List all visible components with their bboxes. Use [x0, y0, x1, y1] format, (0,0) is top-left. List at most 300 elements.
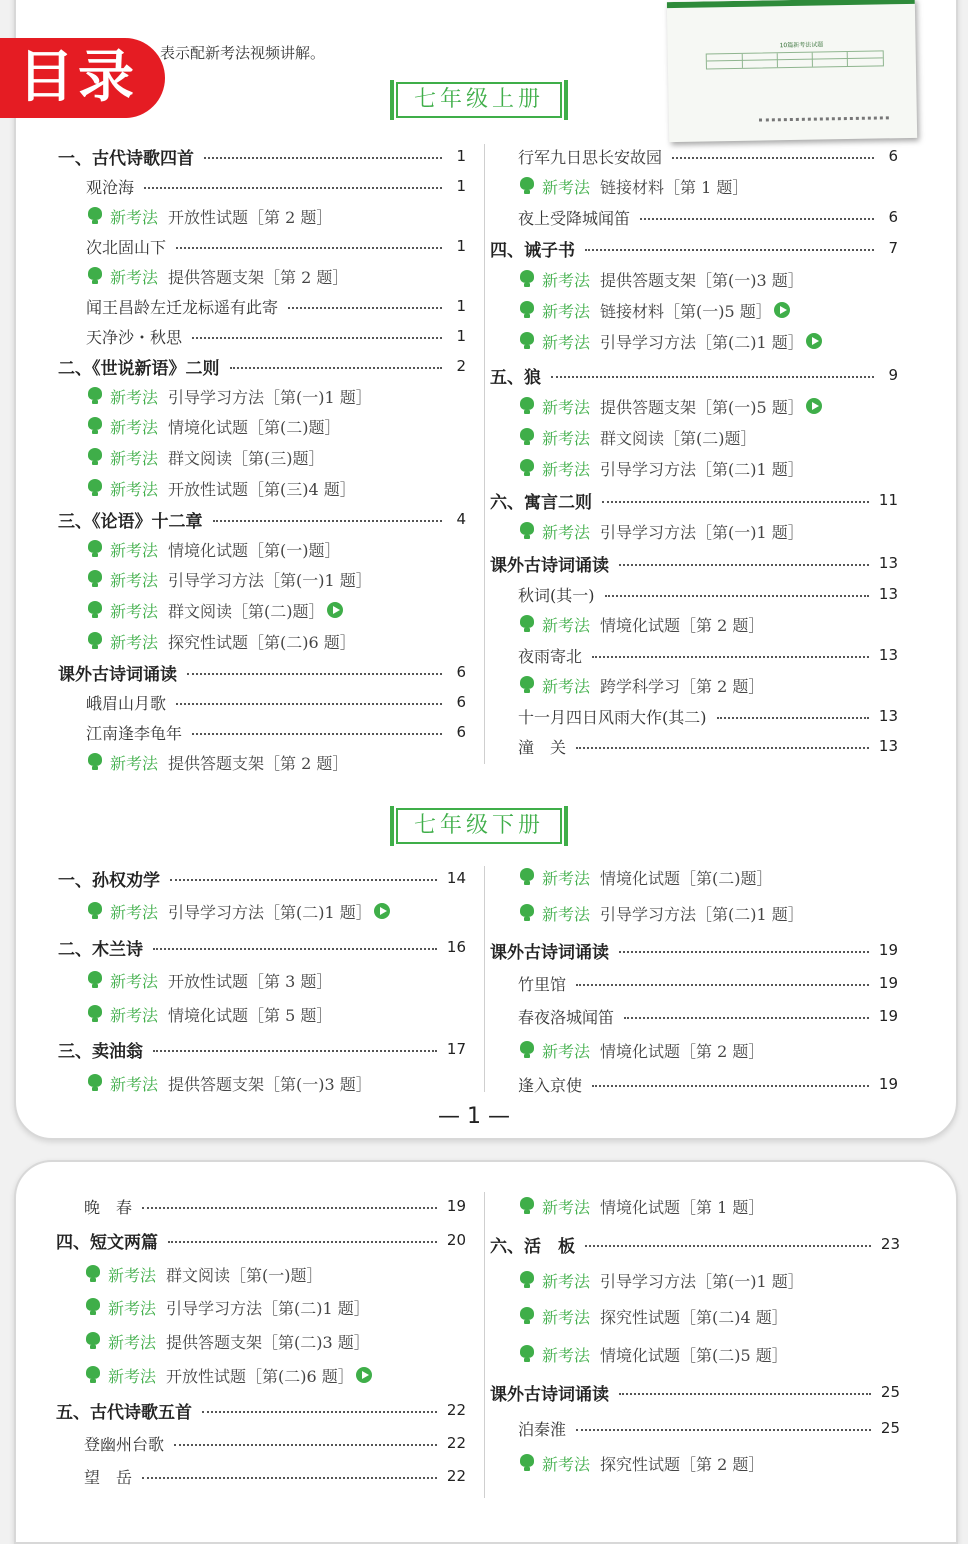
lesson-entry[interactable]: [84, 1463, 466, 1489]
leader-dots: [288, 307, 442, 309]
leader-dots: [624, 1017, 869, 1019]
leader-dots: [576, 1429, 871, 1431]
entry-title: 十一月四日风雨大作(其二): [518, 707, 707, 727]
new-method-keyword: 新考法: [542, 904, 591, 924]
new-method-keyword: 新考法: [110, 902, 159, 922]
new-method-item[interactable]: [88, 203, 332, 229]
item-title: 情境化试题［第 2 题］: [600, 615, 765, 635]
entry-title: 三、《论语》十二章: [58, 511, 203, 532]
lightbulb-icon: [520, 1454, 534, 1472]
entry-title: 潼 关: [518, 737, 567, 757]
lesson-entry[interactable]: [518, 1003, 898, 1029]
entry-title: 观沧海: [86, 177, 135, 197]
new-method-keyword: 新考法: [110, 267, 159, 287]
leader-dots: [176, 703, 442, 705]
new-method-keyword: 新考法: [110, 753, 159, 773]
entry-title: 二、《世说新语》二则: [58, 358, 220, 379]
lightbulb-icon: [520, 1271, 534, 1289]
new-method-item[interactable]: [520, 393, 822, 419]
leader-dots: [144, 187, 442, 189]
page-ref: 6: [456, 723, 466, 741]
video-play-icon[interactable]: [806, 398, 822, 414]
entry-title: 闻王昌龄左迁龙标遥有此寄: [86, 297, 279, 317]
lightbulb-icon: [88, 207, 102, 225]
new-method-keyword: 新考法: [110, 632, 159, 652]
lightbulb-icon: [88, 570, 102, 588]
video-note: 表示配新考法视频讲解。: [160, 44, 326, 62]
entry-title: 秋词(其一): [518, 585, 595, 605]
video-play-icon[interactable]: [356, 1367, 372, 1383]
lightbulb-icon: [520, 397, 534, 415]
new-method-keyword: 新考法: [542, 301, 591, 321]
page-ref: 17: [446, 1040, 466, 1058]
page-number: — 1 —: [438, 1104, 510, 1129]
new-method-keyword: 新考法: [542, 1197, 591, 1217]
chapter-entry[interactable]: [490, 1231, 900, 1257]
lightbulb-icon: [520, 1197, 534, 1215]
entry-title: 春夜洛城闻笛: [518, 1007, 615, 1027]
entry-title: 竹里馆: [518, 974, 567, 994]
new-method-item[interactable]: [520, 1267, 804, 1293]
item-title: 引导学习方法［第(二)1 题］: [168, 902, 372, 922]
lightbulb-icon: [88, 971, 102, 989]
item-title: 情境化试题［第 1 题］: [600, 1197, 765, 1217]
item-title: 链接材料［第 1 题］: [600, 177, 749, 197]
leader-dots: [585, 249, 874, 251]
item-title: 提供答题支架［第 2 题］: [168, 267, 349, 287]
new-method-item[interactable]: [88, 597, 343, 623]
entry-title: 峨眉山月歌: [86, 693, 167, 713]
item-title: 群文阅读［第(二)题］: [600, 428, 757, 448]
page-ref: 25: [880, 1383, 900, 1401]
lightbulb-icon: [88, 479, 102, 497]
new-method-item[interactable]: [86, 1328, 370, 1354]
new-method-keyword: 新考法: [542, 397, 591, 417]
new-method-keyword: 新考法: [110, 570, 159, 590]
leader-dots: [170, 879, 437, 881]
page-ref: 19: [446, 1197, 466, 1215]
new-method-item[interactable]: [88, 475, 356, 501]
chapter-entry[interactable]: [490, 362, 898, 388]
page-ref: 16: [446, 938, 466, 956]
lesson-entry[interactable]: [86, 293, 466, 319]
item-title: 情境化试题［第(二)5 题］: [600, 1345, 788, 1365]
chapter-entry[interactable]: [58, 506, 466, 532]
section-title-lower: 七年级下册: [396, 808, 562, 844]
entry-title: 课外古诗词诵读: [490, 1384, 609, 1405]
new-method-item[interactable]: [520, 266, 804, 292]
entry-title: 课外古诗词诵读: [58, 664, 177, 685]
lesson-entry[interactable]: [518, 204, 898, 230]
item-title: 开放性试题［第(三)4 题］: [168, 479, 356, 499]
lesson-entry[interactable]: [86, 173, 466, 199]
entry-title: 晚 春: [84, 1197, 133, 1217]
lightbulb-icon: [88, 448, 102, 466]
entry-title: 课外古诗词诵读: [490, 555, 609, 576]
new-method-item[interactable]: [88, 749, 348, 775]
video-play-icon[interactable]: [774, 302, 790, 318]
new-method-item[interactable]: [520, 1037, 764, 1063]
page-ref: 25: [880, 1419, 900, 1437]
new-method-item[interactable]: [88, 566, 372, 592]
lightbulb-icon: [520, 1345, 534, 1363]
page-ref: 19: [878, 941, 898, 959]
new-method-keyword: 新考法: [542, 868, 591, 888]
leader-dots: [230, 367, 443, 369]
lightbulb-icon: [88, 1005, 102, 1023]
page-ref: 1: [456, 327, 466, 345]
item-title: 情境化试题［第 5 题］: [168, 1005, 333, 1025]
new-method-item[interactable]: [88, 444, 325, 470]
page-ref: 14: [446, 869, 466, 887]
new-method-item[interactable]: [520, 611, 764, 637]
lightbulb-icon: [520, 270, 534, 288]
item-title: 引导学习方法［第(一)1 题］: [168, 570, 372, 590]
lesson-entry[interactable]: [518, 970, 898, 996]
item-title: 提供答题支架［第 2 题］: [168, 753, 349, 773]
new-method-item[interactable]: [88, 263, 348, 289]
lightbulb-icon: [88, 601, 102, 619]
video-play-icon[interactable]: [374, 903, 390, 919]
new-method-item[interactable]: [86, 1294, 370, 1320]
chapter-entry[interactable]: [490, 487, 898, 513]
new-method-keyword: 新考法: [110, 448, 159, 468]
new-method-keyword: 新考法: [542, 676, 591, 696]
entry-title: 江南逢李龟年: [86, 723, 183, 743]
lesson-entry[interactable]: [518, 581, 898, 607]
lightbulb-icon: [520, 459, 534, 477]
chapter-entry[interactable]: [58, 934, 466, 960]
entry-title: 逢入京使: [518, 1075, 583, 1095]
item-title: 引导学习方法［第(二)1 题］: [600, 904, 804, 924]
book-cover-thumbnail: [667, 0, 917, 142]
lightbulb-icon: [86, 1332, 100, 1350]
lightbulb-icon: [520, 904, 534, 922]
new-method-keyword: 新考法: [110, 1005, 159, 1025]
new-method-keyword: 新考法: [542, 177, 591, 197]
new-method-item[interactable]: [520, 1341, 788, 1367]
leader-dots: [672, 157, 874, 159]
item-title: 引导学习方法［第(一)1 题］: [600, 1271, 804, 1291]
lesson-entry[interactable]: [518, 733, 898, 759]
entry-title: 四、短文两篇: [56, 1232, 158, 1253]
leader-dots: [551, 376, 874, 378]
new-method-item[interactable]: [88, 413, 341, 439]
entry-title: 一、孙权劝学: [58, 870, 160, 891]
toc-badge: 目录: [0, 38, 165, 118]
entry-title: 一、古代诗歌四首: [58, 148, 194, 169]
new-method-keyword: 新考法: [110, 971, 159, 991]
chapter-entry[interactable]: [58, 143, 466, 169]
entry-title: 行军九日思长安故园: [518, 147, 663, 167]
lightbulb-icon: [520, 1041, 534, 1059]
page-ref: 6: [456, 693, 466, 711]
page-ref: 19: [878, 1007, 898, 1025]
entry-title: 次北固山下: [86, 237, 167, 257]
lesson-entry[interactable]: [518, 1415, 900, 1441]
new-method-item[interactable]: [88, 1001, 332, 1027]
lightbulb-icon: [88, 417, 102, 435]
new-method-keyword: 新考法: [542, 1307, 591, 1327]
leader-dots: [576, 747, 869, 749]
chapter-entry[interactable]: [490, 1379, 900, 1405]
leader-dots: [585, 1245, 871, 1247]
entry-title: 五、狼: [490, 367, 541, 388]
leader-dots: [576, 984, 869, 986]
leader-dots: [619, 1393, 871, 1395]
new-method-keyword: 新考法: [108, 1298, 157, 1318]
new-method-keyword: 新考法: [542, 522, 591, 542]
item-title: 探究性试题［第(二)4 题］: [600, 1307, 788, 1327]
new-method-keyword: 新考法: [108, 1332, 157, 1352]
item-title: 情境化试题［第(一)题］: [168, 540, 341, 560]
leader-dots: [187, 673, 442, 675]
page-ref: 7: [888, 239, 898, 257]
lightbulb-icon: [520, 301, 534, 319]
item-title: 提供答题支架［第(一)3 题］: [600, 270, 804, 290]
item-title: 情境化试题［第(二)题］: [168, 417, 341, 437]
entry-title: 天净沙・秋思: [86, 327, 183, 347]
new-method-item[interactable]: [520, 455, 804, 481]
new-method-item[interactable]: [520, 297, 790, 323]
leader-dots: [592, 1085, 869, 1087]
video-play-icon[interactable]: [327, 602, 343, 618]
new-method-keyword: 新考法: [110, 479, 159, 499]
page-ref: 1: [456, 297, 466, 315]
thumbnail-green-bar: [667, 0, 915, 8]
new-method-item[interactable]: [520, 328, 822, 354]
new-method-item[interactable]: [520, 1450, 764, 1476]
lesson-entry[interactable]: [518, 703, 898, 729]
new-method-keyword: 新考法: [542, 1271, 591, 1291]
page-ref: 13: [878, 585, 898, 603]
page-ref: 1: [456, 147, 466, 165]
new-method-item[interactable]: [520, 1193, 764, 1219]
thumbnail-title: 10篇新考法试题: [779, 41, 824, 50]
page-ref: 13: [878, 554, 898, 572]
new-method-item[interactable]: [88, 383, 372, 409]
entry-title: 五、古代诗歌五首: [56, 1402, 192, 1423]
column-divider: [484, 866, 485, 1092]
page-ref: 11: [878, 491, 898, 509]
leader-dots: [176, 247, 442, 249]
lesson-entry[interactable]: [518, 1071, 898, 1097]
entry-title: 课外古诗词诵读: [490, 942, 609, 963]
lightbulb-icon: [520, 1307, 534, 1325]
chapter-entry[interactable]: [56, 1227, 466, 1253]
entry-title: 夜雨寄北: [518, 646, 583, 666]
new-method-keyword: 新考法: [110, 207, 159, 227]
entry-title: 四、诫子书: [490, 240, 575, 261]
new-method-item[interactable]: [520, 518, 804, 544]
new-method-keyword: 新考法: [542, 332, 591, 352]
item-title: 引导学习方法［第(二)1 题］: [166, 1298, 370, 1318]
page-ref: 23: [880, 1235, 900, 1253]
lightbulb-icon: [520, 428, 534, 446]
new-method-item[interactable]: [520, 672, 764, 698]
page-ref: 6: [888, 147, 898, 165]
page-ref: 6: [888, 208, 898, 226]
new-method-keyword: 新考法: [542, 1454, 591, 1474]
leader-dots: [640, 218, 874, 220]
item-title: 群文阅读［第(一)题］: [166, 1265, 323, 1285]
column-divider: [484, 144, 485, 764]
item-title: 情境化试题［第 2 题］: [600, 1041, 765, 1061]
leader-dots: [174, 1444, 437, 1446]
new-method-keyword: 新考法: [542, 428, 591, 448]
item-title: 群文阅读［第(三)题］: [168, 448, 325, 468]
lightbulb-icon: [88, 632, 102, 650]
lesson-entry[interactable]: [84, 1193, 466, 1219]
new-method-keyword: 新考法: [110, 1074, 159, 1094]
new-method-keyword: 新考法: [108, 1366, 157, 1386]
leader-dots: [202, 1411, 437, 1413]
lightbulb-icon: [520, 868, 534, 886]
new-method-item[interactable]: [520, 864, 773, 890]
chapter-entry[interactable]: [490, 937, 898, 963]
chapter-entry[interactable]: [58, 659, 466, 685]
leader-dots: [192, 337, 442, 339]
lightbulb-icon: [88, 267, 102, 285]
leader-dots: [619, 564, 869, 566]
lesson-entry[interactable]: [86, 233, 466, 259]
column-divider: [484, 1192, 485, 1498]
entry-title: 泊秦淮: [518, 1419, 567, 1439]
lightbulb-icon: [520, 522, 534, 540]
new-method-keyword: 新考法: [108, 1265, 157, 1285]
entry-title: 六、活 板: [490, 1236, 575, 1257]
page-ref: 22: [446, 1401, 466, 1419]
item-title: 探究性试题［第(二)6 题］: [168, 632, 356, 652]
new-method-keyword: 新考法: [542, 615, 591, 635]
leader-dots: [619, 951, 869, 953]
section-title-upper: 七年级上册: [396, 82, 562, 118]
new-method-keyword: 新考法: [542, 270, 591, 290]
lesson-entry[interactable]: [86, 323, 466, 349]
video-play-icon[interactable]: [806, 333, 822, 349]
new-method-keyword: 新考法: [542, 1041, 591, 1061]
item-title: 开放性试题［第 2 题］: [168, 207, 333, 227]
new-method-item[interactable]: [520, 900, 804, 926]
leader-dots: [717, 717, 869, 719]
item-title: 链接材料［第(一)5 题］: [600, 301, 772, 321]
chapter-entry[interactable]: [56, 1397, 466, 1423]
lesson-entry[interactable]: [86, 689, 466, 715]
chapter-entry[interactable]: [490, 550, 898, 576]
leader-dots: [153, 948, 437, 950]
leader-dots: [592, 656, 869, 658]
item-title: 提供答题支架［第(一)3 题］: [168, 1074, 372, 1094]
lesson-entry[interactable]: [86, 719, 466, 745]
new-method-keyword: 新考法: [110, 417, 159, 437]
thumbnail-table: [706, 50, 884, 69]
page-ref: 20: [446, 1231, 466, 1249]
leader-dots: [213, 520, 443, 522]
item-title: 引导学习方法［第(二)1 题］: [600, 459, 804, 479]
page-ref: 13: [878, 646, 898, 664]
lesson-entry[interactable]: [84, 1430, 466, 1456]
new-method-keyword: 新考法: [110, 601, 159, 621]
page-ref: 22: [446, 1434, 466, 1452]
item-title: 引导学习方法［第(一)1 题］: [168, 387, 372, 407]
new-method-item[interactable]: [88, 536, 341, 562]
lesson-entry[interactable]: [518, 143, 898, 169]
page-ref: 22: [446, 1467, 466, 1485]
item-title: 引导学习方法［第(一)1 题］: [600, 522, 804, 542]
new-method-item[interactable]: [86, 1362, 372, 1388]
new-method-keyword: 新考法: [110, 387, 159, 407]
entry-title: 三、卖油翁: [58, 1041, 143, 1062]
entry-title: 夜上受降城闻笛: [518, 208, 631, 228]
lightbulb-icon: [520, 177, 534, 195]
leader-dots: [142, 1207, 437, 1209]
item-title: 开放性试题［第 3 题］: [168, 971, 333, 991]
new-method-keyword: 新考法: [110, 540, 159, 560]
lightbulb-icon: [88, 540, 102, 558]
lightbulb-icon: [88, 1074, 102, 1092]
new-method-item[interactable]: [88, 898, 390, 924]
chapter-entry[interactable]: [58, 353, 466, 379]
entry-title: 六、寓言二则: [490, 492, 592, 513]
lightbulb-icon: [86, 1366, 100, 1384]
leader-dots: [192, 733, 442, 735]
item-title: 开放性试题［第(二)6 题］: [166, 1366, 354, 1386]
entry-title: 登幽州台歌: [84, 1434, 165, 1454]
lightbulb-icon: [88, 387, 102, 405]
item-title: 提供答题支架［第(二)3 题］: [166, 1332, 370, 1352]
item-title: 情境化试题［第(二)题］: [600, 868, 773, 888]
entry-title: 二、木兰诗: [58, 939, 143, 960]
leader-dots: [142, 1477, 437, 1479]
lightbulb-icon: [86, 1265, 100, 1283]
lightbulb-icon: [88, 753, 102, 771]
new-method-item[interactable]: [520, 424, 757, 450]
leader-dots: [168, 1241, 437, 1243]
page-ref: 9: [888, 366, 898, 384]
item-title: 引导学习方法［第(二)1 题］: [600, 332, 804, 352]
new-method-keyword: 新考法: [542, 1345, 591, 1365]
item-title: 提供答题支架［第(一)5 题］: [600, 397, 804, 417]
new-method-item[interactable]: [88, 967, 332, 993]
page-ref: 6: [456, 663, 466, 681]
leader-dots: [605, 595, 869, 597]
entry-title: 望 岳: [84, 1467, 133, 1487]
lightbulb-icon: [520, 332, 534, 350]
chapter-entry[interactable]: [58, 1036, 466, 1062]
thumbnail-footer: [759, 116, 889, 124]
item-title: 群文阅读［第(二)题］: [168, 601, 325, 621]
page-ref: 19: [878, 1075, 898, 1093]
page-ref: 2: [456, 357, 466, 375]
lightbulb-icon: [86, 1298, 100, 1316]
new-method-item[interactable]: [88, 628, 356, 654]
lesson-entry[interactable]: [518, 642, 898, 668]
page-ref: 13: [878, 737, 898, 755]
leader-dots: [153, 1050, 437, 1052]
chapter-entry[interactable]: [490, 235, 898, 261]
leader-dots: [602, 501, 869, 503]
new-method-item[interactable]: [86, 1261, 323, 1287]
page-ref: 4: [456, 510, 466, 528]
new-method-item[interactable]: [88, 1070, 372, 1096]
page-ref: 19: [878, 974, 898, 992]
new-method-item[interactable]: [520, 1303, 788, 1329]
lightbulb-icon: [88, 902, 102, 920]
item-title: 探究性试题［第 2 题］: [600, 1454, 765, 1474]
new-method-item[interactable]: [520, 173, 748, 199]
page-ref: 1: [456, 237, 466, 255]
chapter-entry[interactable]: [58, 865, 466, 891]
